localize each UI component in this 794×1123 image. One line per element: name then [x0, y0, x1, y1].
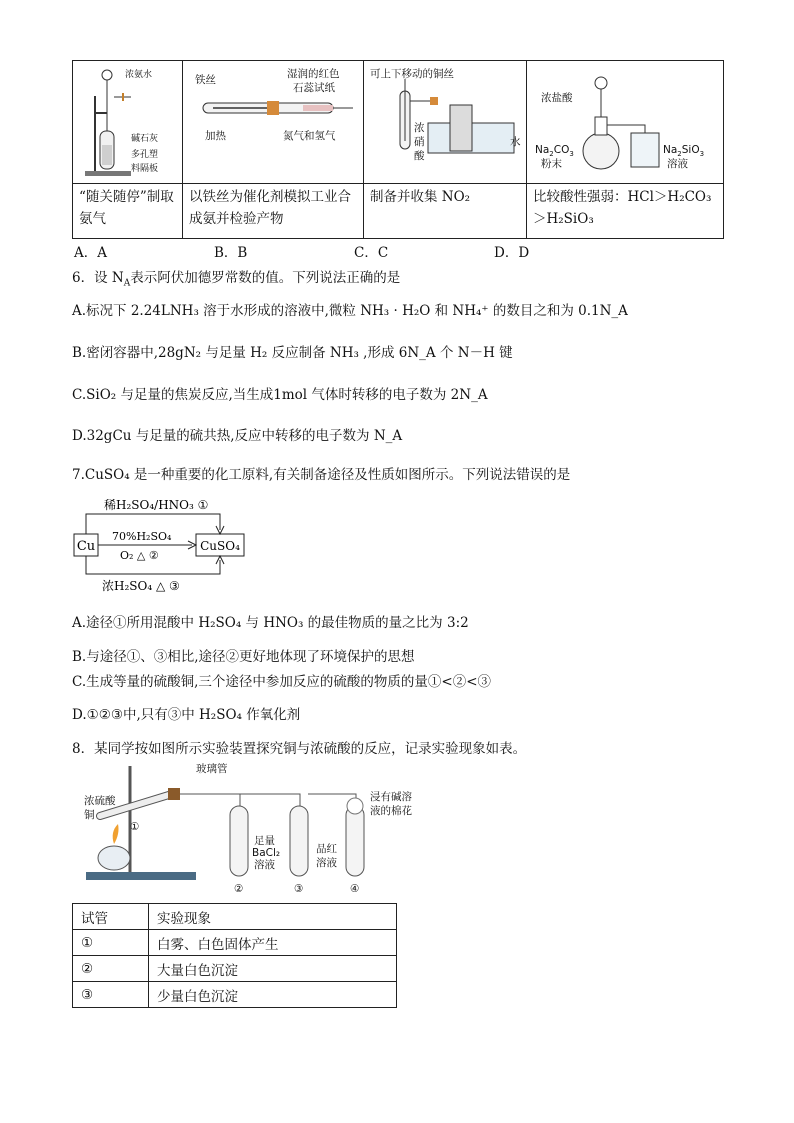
label-bacl2-1: 足量 [254, 835, 275, 847]
q5-option-c[interactable]: C．C [354, 245, 389, 261]
route-2-top-label: 70%H₂SO₄ [112, 530, 172, 543]
no2-apparatus-figure [364, 61, 527, 183]
label-fuchsin-1: 品红 [316, 843, 337, 855]
q6-stem: 6．设 $N_A$表示阿伏加德罗常数的值。下列说法正确的是 [72, 270, 401, 289]
apparatus-cell-3 [364, 61, 527, 184]
label-glass-tube: 玻璃管 [196, 763, 228, 775]
q6-option-b[interactable]: B.密闭容器中,28gN₂ 与足量 H₂ 反应制备 NH₃ ,形成 6N_A 个 N－H 键 [72, 345, 513, 361]
q6-option-a[interactable]: A.标况下 2.24LNH₃ 溶于水形成的溶液中,微粒 NH₃ · H₂O 和 NH₄⁺ 的数目之和为 0.1N_A [72, 303, 628, 319]
label-porous-plate-1: 多孔塑 [131, 150, 159, 160]
label-conc-3: 酸 [414, 150, 425, 162]
label-powder: 粉末 [541, 158, 562, 170]
label-conc-1: 浓 [414, 122, 425, 134]
table-row [73, 956, 397, 982]
acid-strength-figure [527, 61, 724, 183]
label-conc-hcl: 浓盐酸 [541, 92, 573, 104]
q7-option-a[interactable]: A.途径①所用混酸中 H₂SO₄ 与 HNO₃ 的最佳物质的量之比为 3:2 [72, 615, 469, 631]
label-iron-wire: 铁丝 [195, 74, 216, 86]
q7-option-d[interactable]: D.①②③中,只有③中 H₂SO₄ 作氧化剂 [72, 707, 301, 723]
label-tube-1: ① [130, 821, 140, 833]
row-2-tube: ② [73, 956, 149, 982]
apparatus-table [72, 60, 724, 239]
label-tube-4: ④ [350, 883, 360, 895]
label-heating: 加热 [205, 130, 226, 142]
q7-option-b[interactable]: B.与途径①、③相比,途径②更好地体现了环境保护的思想 [72, 649, 415, 665]
q5-option-b[interactable]: B．B [214, 245, 248, 261]
label-bacl2-2: BaCl₂ [252, 847, 281, 859]
label-litmus-1: 湿润的红色 [287, 68, 340, 80]
label-na2sio3: $Na_2SiO_3$ [663, 144, 705, 158]
label-conc-sulfuric: 浓硫酸 [84, 795, 116, 807]
q8-apparatus-figure [72, 760, 412, 895]
label-conc-ammonia: 浓氨水 [125, 70, 153, 80]
label-movable-copper: 可上下移动的铜丝 [370, 68, 454, 80]
apparatus-cell-1 [73, 61, 183, 184]
label-soda-lime: 碱石灰 [131, 134, 159, 144]
label-bacl2-3: 溶液 [254, 859, 275, 871]
caption-3: 制备并收集 NO₂ [364, 184, 527, 239]
label-tube-3: ③ [294, 883, 304, 895]
caption-1: “随关随停”制取氨气 [73, 184, 183, 239]
label-cotton-2: 液的棉花 [370, 805, 412, 817]
q7-option-c[interactable]: C.生成等量的硫酸铜,三个途径中参加反应的硫酸的物质的量①<②<③ [72, 674, 492, 690]
label-litmus-2: 石蕊试纸 [293, 82, 335, 94]
row-3-tube: ③ [73, 982, 149, 1008]
header-phenomenon: 实验现象 [149, 904, 397, 930]
ammonia-apparatus-figure [73, 61, 183, 183]
q5-option-d[interactable]: D．D [494, 245, 530, 261]
label-porous-plate-2: 料隔板 [131, 164, 159, 174]
label-n2-h2: 氮气和氢气 [283, 130, 336, 142]
caption-2: 以铁丝为催化剂模拟工业合成氨并检验产物 [183, 184, 364, 239]
row-3-phenomenon: 少量白色沉淀 [149, 982, 397, 1008]
label-fuchsin-2: 溶液 [316, 857, 337, 869]
label-tube-2: ② [234, 883, 244, 895]
q8-stem: 8．某同学按如图所示实验装置探究铜与浓硫酸的反应，记录实验现象如表。 [72, 741, 527, 757]
row-2-phenomenon: 大量白色沉淀 [149, 956, 397, 982]
caption-4: 比较酸性强弱：HCl＞H₂CO₃＞H₂SiO₃ [527, 184, 724, 239]
label-solution: 溶液 [667, 158, 688, 170]
route-2-bottom-label: O₂ △ ② [120, 549, 159, 562]
table-header-row [73, 904, 397, 930]
synthesis-apparatus-figure [183, 61, 364, 183]
label-cotton-1: 浸有碱溶 [370, 791, 412, 803]
apparatus-cell-4 [527, 61, 724, 184]
q7-stem: 7.CuSO₄ 是一种重要的化工原料,有关制备途径及性质如图所示。下列说法错误的是 [72, 467, 571, 483]
table-row [73, 930, 397, 956]
header-tube: 试管 [73, 904, 149, 930]
q6-option-d[interactable]: D.32gCu 与足量的硫共热,反应中转移的电子数为 N_A [72, 428, 403, 444]
label-conc-2: 硝 [414, 136, 425, 148]
apparatus-cell-2 [183, 61, 364, 184]
row-1-phenomenon: 白雾、白色固体产生 [149, 930, 397, 956]
cuso4-box-label: CuSO₄ [200, 539, 240, 553]
route-1-label: 稀H₂SO₄/HNO₃ ① [104, 498, 209, 512]
route-3-label: 浓H₂SO₄ △ ③ [102, 579, 180, 593]
cu-box-label: Cu [76, 539, 96, 554]
q7-route-diagram [72, 496, 262, 594]
label-na2co3-na: $Na_2CO_3$ [535, 144, 574, 158]
label-water: 水 [510, 136, 521, 148]
table-row [73, 982, 397, 1008]
row-1-tube: ① [73, 930, 149, 956]
label-copper: 铜 [84, 809, 95, 821]
q5-option-a[interactable]: A．A [74, 245, 107, 261]
observation-table [72, 903, 397, 1008]
q6-option-c[interactable]: C.SiO₂ 与足量的焦炭反应,当生成1mol 气体时转移的电子数为 2N_A [72, 387, 488, 403]
